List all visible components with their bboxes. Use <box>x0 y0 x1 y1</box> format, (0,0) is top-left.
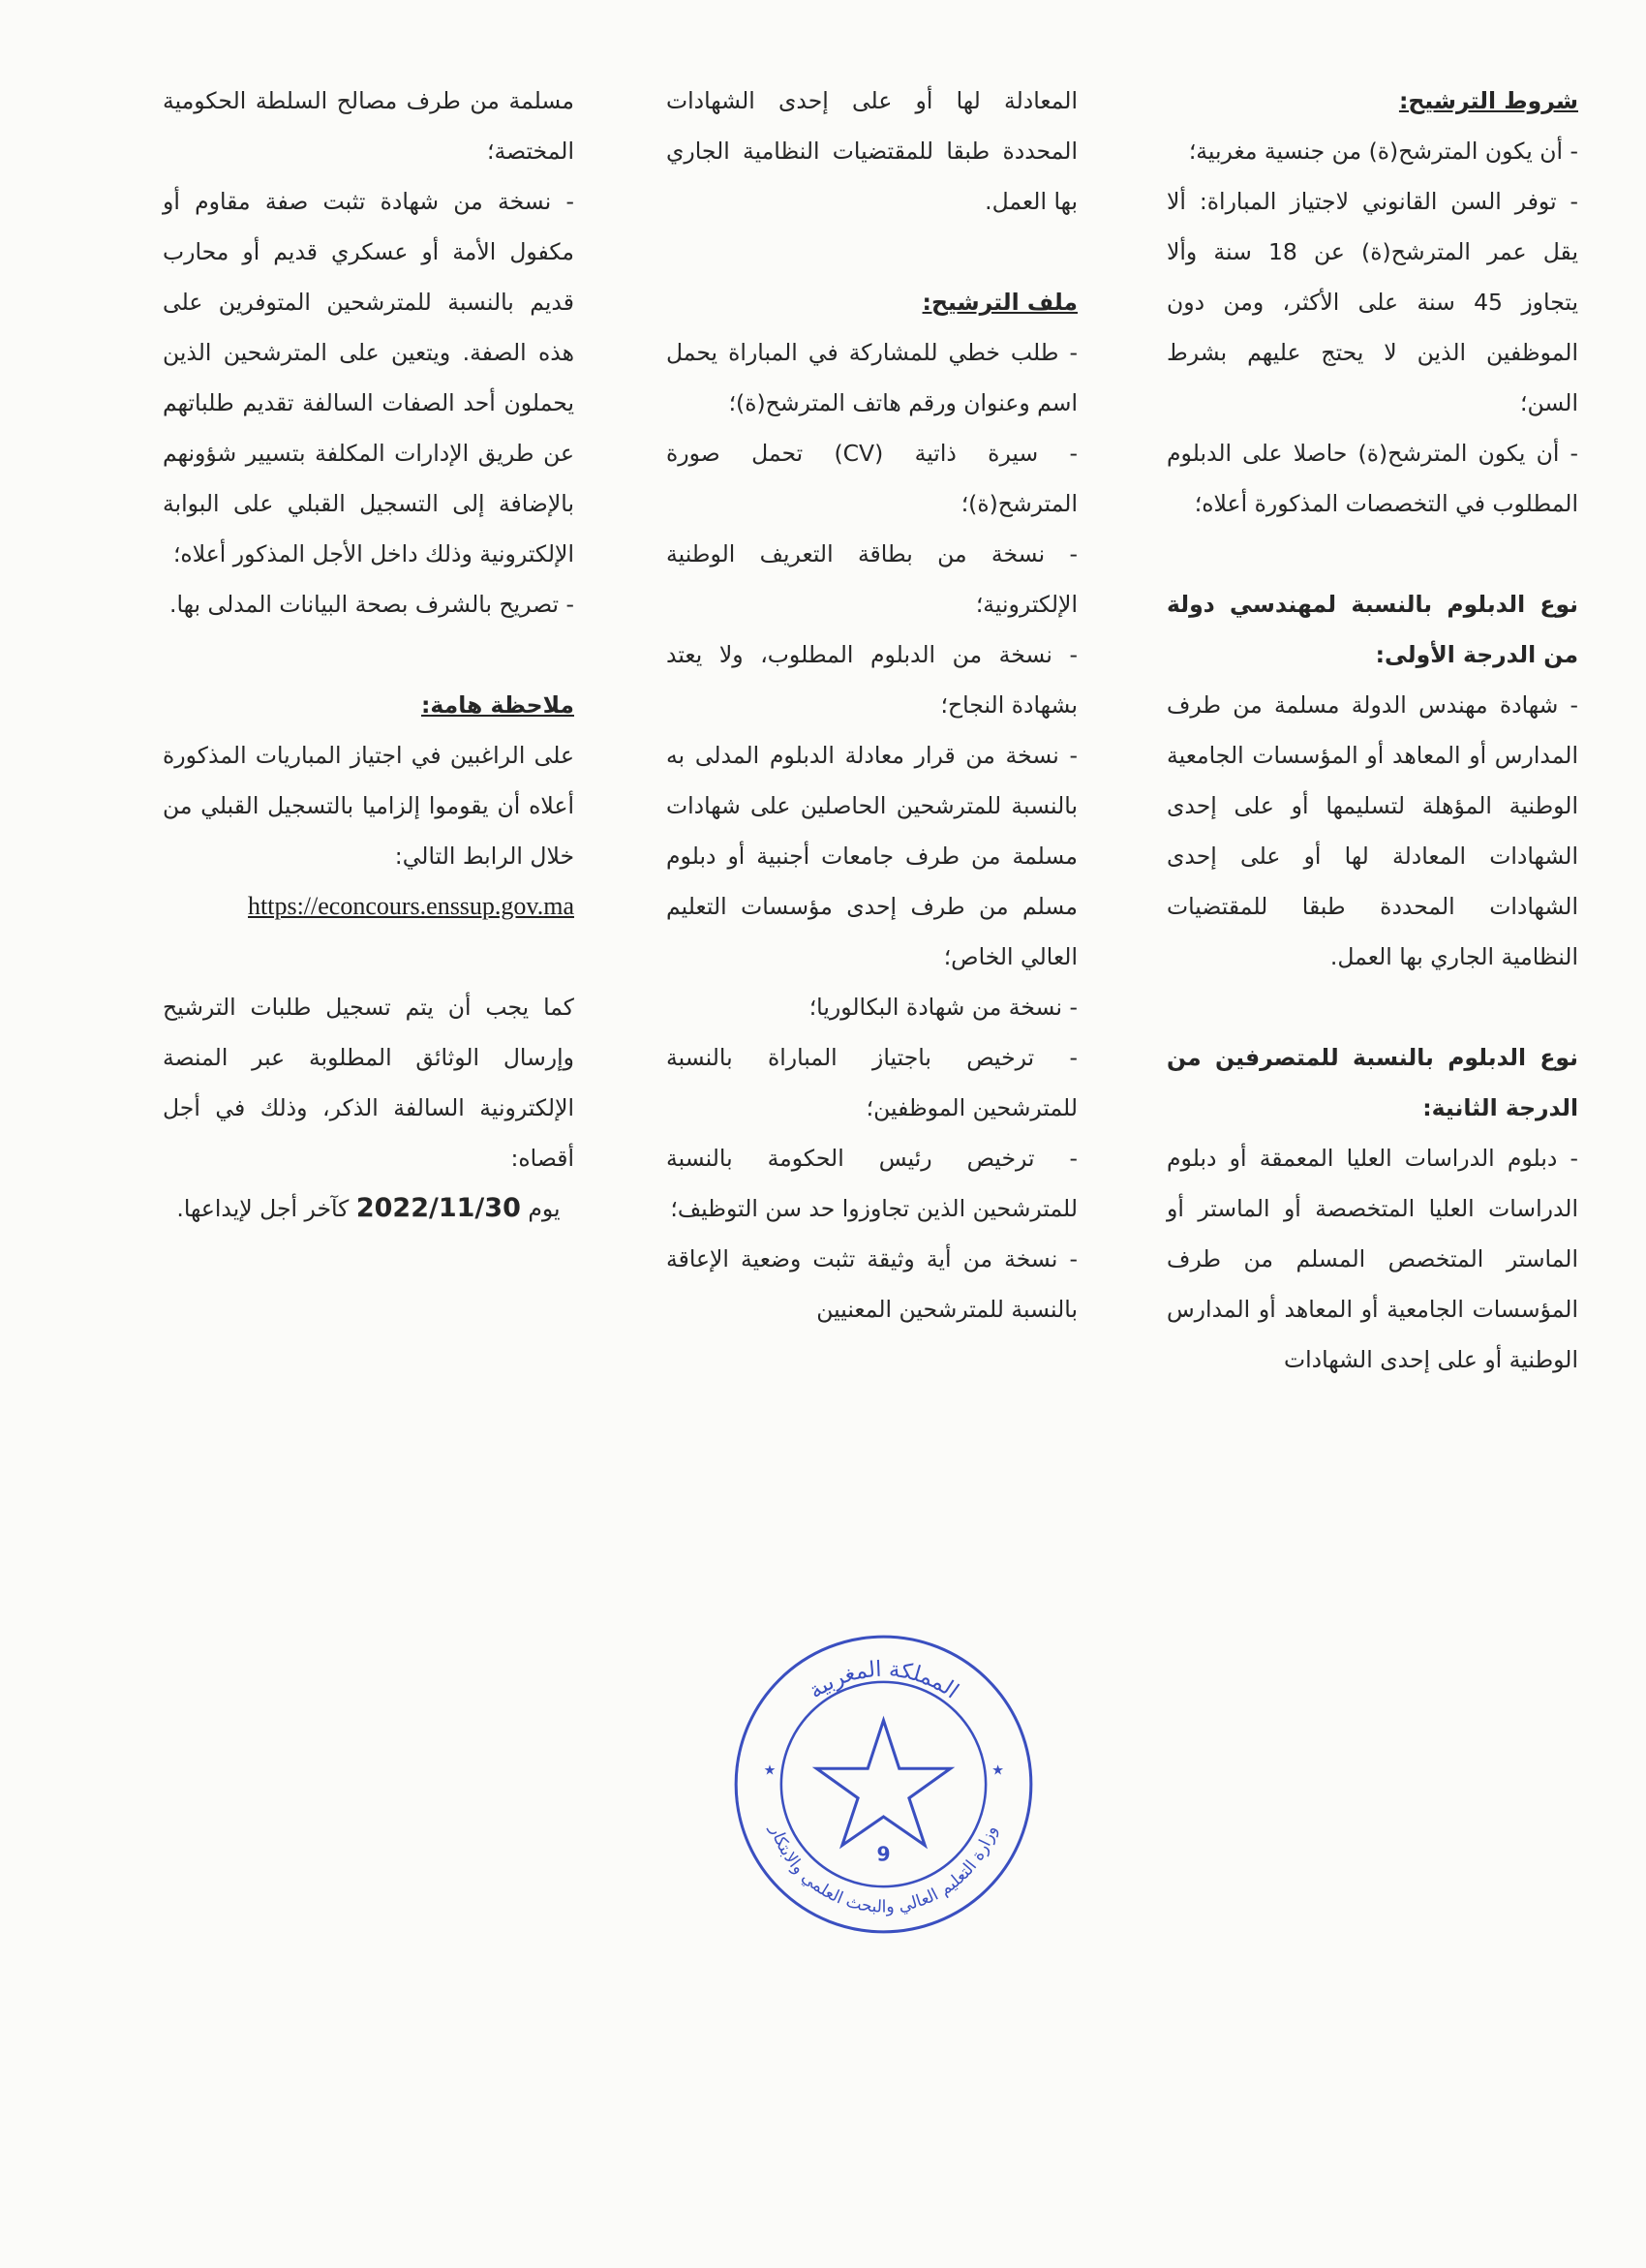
registration-link[interactable]: https://econcours.enssup.gov.ma <box>248 892 574 920</box>
continuation-text: مسلمة من طرف مصالح السلطة الحكومية المختصة؛ <box>163 87 574 165</box>
condition-item: - أن يكون المترشح(ة) حاصلا على الدبلوم المطلوب في التخصصات المذكورة أعلاه؛ <box>1167 440 1578 517</box>
file-item: - نسخة من الدبلوم المطلوب، ولا يعتد بشهادة النجاح؛ <box>666 641 1078 719</box>
diploma2-heading: نوع الدبلوم بالنسبة للمتصرفين من الدرجة الثانية: <box>1167 1044 1578 1121</box>
stamp-bottom-text: وزارة التعليم العالي والبحث العلمي والابتكار <box>765 1823 1002 1917</box>
note-text: على الراغبين في اجتياز المباريات المذكورة أعلاه أن يقوموا إلزاميا بالتسجيل القبلي من خلال الرابط التالي: <box>163 742 574 870</box>
file-item: - نسخة من قرار معادلة الدبلوم المدلى به بالنسبة للمترشحين الحاصلين على شهادات مسلمة من طرف جامعات أجنبية أو دبلوم مسلم من طرف إحدى مؤسسات التعليم العالي الخاص؛ <box>666 742 1078 970</box>
deadline-prefix: يوم <box>528 1195 561 1222</box>
diploma1-text: - شهادة مهندس الدولة مسلمة من طرف المدارس أو المعاهد أو المؤسسات الجامعية الوطنية المؤهلة لتسليمها أو على إحدى الشهادات المعادلة لها أو على إحدى الشهادات المحددة طبقا للمقتضيات النظامية الجاري بها العمل. <box>1167 691 1578 970</box>
small-star-icon: ★ <box>763 1762 777 1779</box>
star-icon <box>816 1720 950 1845</box>
condition-item: - أن يكون المترشح(ة) من جنسية مغربية؛ <box>1188 138 1578 165</box>
deadline-date: 2022/11/30 <box>355 1193 521 1223</box>
file-heading: ملف الترشيح: <box>922 289 1078 316</box>
small-star-icon: ★ <box>991 1762 1004 1779</box>
file-item: - نسخة من شهادة تثبت صفة مقاوم أو مكفول الأمة أو عسكري قديم أو محارب قديم بالنسبة للمترشحين المتوفرين على هذه الصفة. ويتعين على المترشحين الذين يحملون أحد الصفات السالفة تقديم طلباتهم عن طريق الإدارات المكلفة بتسيير شؤونهم بالإضافة إلى التسجيل القبلي على البوابة الإلكترونية وذلك داخل الأجل المذكور أعلاه؛ <box>163 188 574 567</box>
file-item: - تصريح بالشرف بصحة البيانات المدلى بها. <box>169 591 574 618</box>
official-stamp <box>726 1627 1041 1942</box>
condition-item: - توفر السن القانوني لاجتياز المباراة: ألا يقل عمر المترشح(ة) عن 18 سنة وألا يتجاوز 45 سنة على الأكثر، ومن دون الموظفين الذين لا يحتج عليهم بشرط السن؛ <box>1167 188 1578 416</box>
diploma1-heading: نوع الدبلوم بالنسبة لمهندسي دولة من الدرجة الأولى: <box>1167 591 1578 668</box>
deadline-suffix: كآخر أجل لإيداعها. <box>176 1195 350 1222</box>
middle-column <box>666 76 1078 1334</box>
diploma2-text: - دبلوم الدراسات العليا المعمقة أو دبلوم الدراسات العليا المتخصصة أو الماستر أو الماستر المتخصص المسلم من طرف المؤسسات الجامعية أو المعاهد أو المدارس الوطنية أو على إحدى الشهادات <box>1167 1145 1578 1373</box>
file-item: - ترخيص باجتياز المباراة بالنسبة للمترشحين الموظفين؛ <box>666 1044 1078 1121</box>
file-item: - سيرة ذاتية (CV) تحمل صورة المترشح(ة)؛ <box>666 440 1078 517</box>
note-heading: ملاحظة هامة: <box>421 691 574 719</box>
file-item: - نسخة من أية وثيقة تثبت وضعية الإعاقة بالنسبة للمترشحين المعنيين <box>666 1245 1078 1323</box>
file-item: - نسخة من شهادة البكالوريا؛ <box>808 994 1078 1021</box>
conditions-heading: شروط الترشيح: <box>1398 87 1578 114</box>
stamp-top-text: المملكة المغربية <box>804 1656 963 1704</box>
file-item: - نسخة من بطاقة التعريف الوطنية الإلكترونية؛ <box>666 540 1078 618</box>
submission-text: كما يجب أن يتم تسجيل طلبات الترشيح وإرسال الوثائق المطلوبة عبر المنصة الإلكترونية السالفة الذكر، وذلك في أجل أقصاه: <box>163 994 574 1172</box>
continuation-text: المعادلة لها أو على إحدى الشهادات المحددة طبقا للمقتضيات النظامية الجاري بها العمل. <box>666 87 1078 215</box>
stamp-number: 9 <box>876 1842 891 1866</box>
file-item: - طلب خطي للمشاركة في المباراة يحمل اسم وعنوان ورقم هاتف المترشح(ة)؛ <box>666 339 1078 416</box>
file-item: - ترخيص رئيس الحكومة بالنسبة للمترشحين الذين تجاوزوا حد سن التوظيف؛ <box>666 1145 1078 1222</box>
right-column <box>1167 76 1578 1385</box>
left-column <box>163 76 574 1234</box>
deadline <box>163 1183 574 1234</box>
